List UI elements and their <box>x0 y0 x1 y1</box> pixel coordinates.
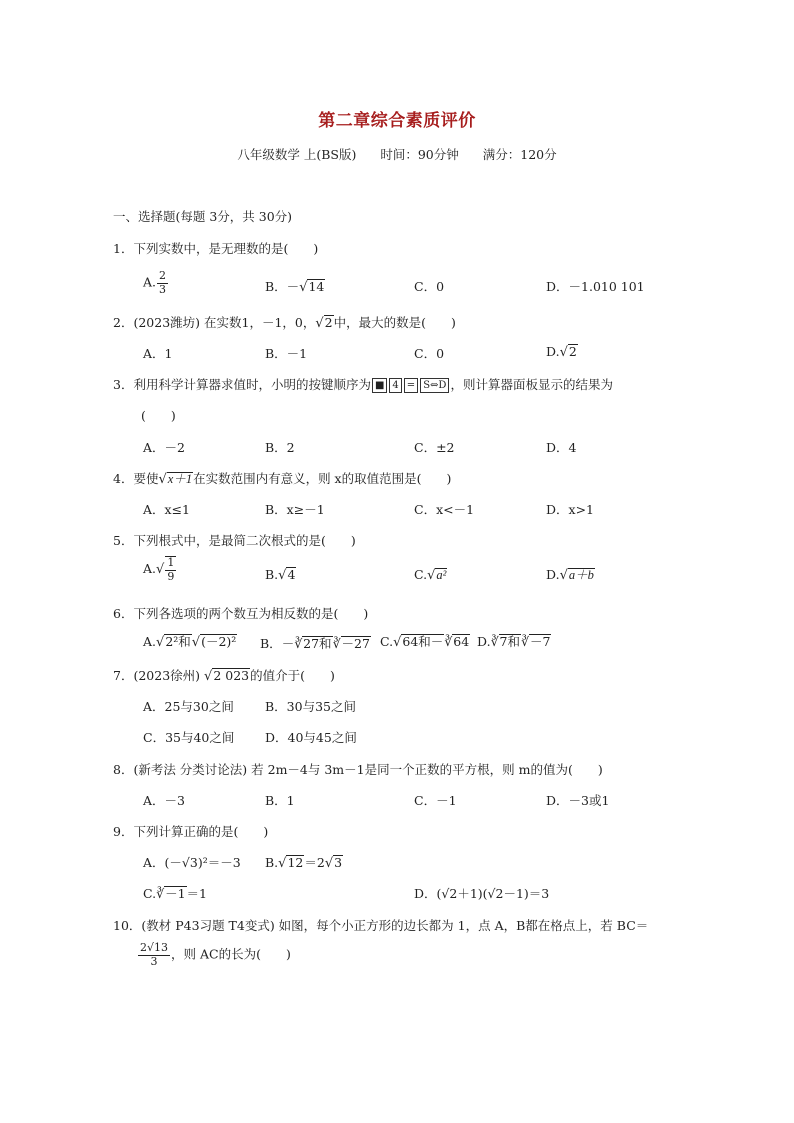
question-4: 4．要使√x＋1在实数范围内有意义，则 x的取值范围是( ) <box>113 471 452 487</box>
question-10: 10．(教材 P43习题 T4变式) 如图，每个小正方形的边长都为 1，点 A，B都在格点上，若 BC＝ <box>113 918 649 933</box>
q7-option-b[interactable]: B．30与35之间 <box>265 699 356 714</box>
q7-option-c[interactable]: C．35与40之间 <box>143 730 235 745</box>
q8-option-a[interactable]: A．－3 <box>143 793 185 808</box>
question-5: 5．下列根式中，是最简二次根式的是( ) <box>113 533 356 548</box>
q2-option-d[interactable]: D.√2 <box>546 344 577 360</box>
subtitle <box>0 145 794 163</box>
q9-option-c[interactable]: C.∛－1＝1 <box>143 886 207 901</box>
section-heading: 一、选择题(每题 3分，共 30分) <box>113 209 293 224</box>
question-2: 2．(2023潍坊) 在实数1，－1，0，√2中，最大的数是( ) <box>113 315 456 331</box>
q4-option-b[interactable]: B．x≥－1 <box>265 502 325 517</box>
question-9: 9．下列计算正确的是( ) <box>113 824 269 839</box>
question-3: 3．利用科学计算器求值时，小明的按键顺序为 ■ 4 = S⇔D ，则计算器面板显示的结果为 <box>113 377 613 392</box>
grade-label: 八年级数学 上(BS版) <box>237 147 357 162</box>
question-8: 8．(新考法 分类讨论法) 若 2m－4与 3m－1是同一个正数的平方根，则 m的值为( ) <box>113 762 603 777</box>
q6-option-d[interactable]: D.∛7和∛－7 <box>477 634 551 649</box>
q4-option-c[interactable]: C．x<－1 <box>414 502 475 517</box>
question-6: 6．下列各选项的两个数互为相反数的是( ) <box>113 606 369 621</box>
q6-option-b[interactable]: B．－∛27和∛－27 <box>260 636 370 651</box>
q2-option-c[interactable]: C．0 <box>414 346 445 361</box>
q4-option-a[interactable]: A．x≤1 <box>143 502 191 517</box>
q8-option-c[interactable]: C．－1 <box>414 793 457 808</box>
question-1: 1．下列实数中，是无理数的是( ) <box>113 241 319 256</box>
q7-option-d[interactable]: D．40与45之间 <box>265 730 357 745</box>
q3-option-b[interactable]: B．2 <box>265 440 295 455</box>
q9-option-b[interactable]: B.√12＝2√3 <box>265 855 343 871</box>
q9-option-a[interactable]: A．(－√3)²＝－3 <box>143 855 241 870</box>
q2-option-b[interactable]: B．－1 <box>265 346 308 361</box>
q7-option-a[interactable]: A．25与30之间 <box>143 699 234 714</box>
q4-option-d[interactable]: D．x>1 <box>546 502 594 517</box>
question-7: 7．(2023徐州) √2 023的值介于( ) <box>113 668 335 684</box>
q2-option-a[interactable]: A．1 <box>143 346 173 361</box>
q1-option-b[interactable]: B．－√14 <box>265 279 325 295</box>
q5-option-c[interactable]: C.√a² <box>414 567 447 583</box>
q1-option-a[interactable]: A. $\frac{2}{3}$ <box>143 269 167 296</box>
q6-option-c[interactable]: C.√64和－∛64 <box>380 634 470 650</box>
score-label: 满分：120分 <box>482 147 557 162</box>
q1-option-d[interactable]: D．－1.010 101 <box>546 279 645 294</box>
q3-option-d[interactable]: D．4 <box>546 440 577 455</box>
calculator-keys: ■ 4 = S⇔D <box>371 377 450 392</box>
q8-option-b[interactable]: B．1 <box>265 793 295 808</box>
q6-option-a[interactable]: A.√2²和√(－2)² <box>143 634 237 650</box>
q9-option-d[interactable]: D．(√2＋1)(√2－1)＝3 <box>414 886 550 901</box>
q5-option-d[interactable]: D.√a＋b <box>546 567 594 583</box>
q3-option-a[interactable]: A．－2 <box>143 440 185 455</box>
question-10-line2: $\frac{2√13}{3}$ ，则 AC的长为( ) <box>140 941 291 968</box>
q5-option-b[interactable]: B.√4 <box>265 567 296 583</box>
q3-option-c[interactable]: C．±2 <box>414 440 455 455</box>
question-3-blank: ( ) <box>141 408 176 423</box>
q1-option-c[interactable]: C．0 <box>414 279 445 294</box>
q8-option-d[interactable]: D．－3或1 <box>546 793 610 808</box>
time-label: 时间：90分钟 <box>380 147 459 162</box>
q5-option-a[interactable]: A.√ $\frac{1}{9}$ <box>143 556 175 583</box>
page-title: 第二章综合素质评价 <box>318 111 476 131</box>
